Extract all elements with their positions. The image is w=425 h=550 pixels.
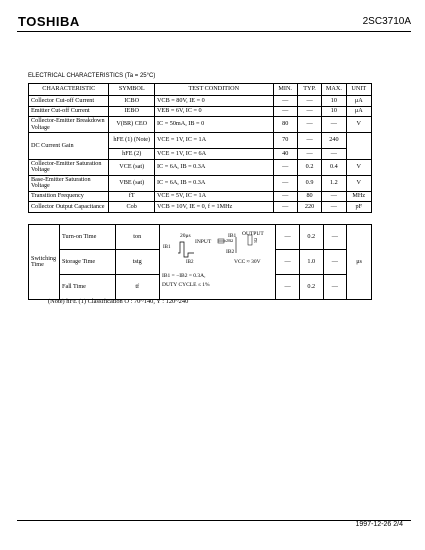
- max-cell: —: [322, 191, 346, 202]
- symbol-cell: ICBO: [109, 96, 155, 107]
- max-cell: 240: [322, 133, 346, 149]
- max-cell: —: [323, 275, 347, 300]
- load-resistor-label: 5Ω: [252, 238, 258, 243]
- symbol-cell: fT: [109, 191, 155, 202]
- max-cell: 10: [322, 96, 346, 107]
- unit-cell: [346, 133, 371, 160]
- symbol-cell: Cob: [109, 202, 155, 213]
- pulse-waveform: [178, 242, 194, 257]
- typ-cell: 0.2: [299, 275, 323, 300]
- condition-cell: VEB = 6V, IC = 0: [154, 106, 273, 117]
- drive-condition-label: IB1 = −IB2 = 0.3A,: [161, 273, 206, 279]
- unit-cell: pF: [346, 202, 371, 213]
- col-characteristic: CHARACTERISTIC: [29, 84, 109, 96]
- symbol-cell: tf: [115, 275, 159, 300]
- typ-cell: —: [297, 117, 321, 133]
- col-max: MAX.: [322, 84, 346, 96]
- characteristic-cell: Emitter Cut-off Current: [29, 106, 109, 117]
- condition-cell: VCB = 10V, IE = 0, f = 1MHz: [154, 202, 273, 213]
- col-min: MIN.: [273, 84, 297, 96]
- condition-cell: VCE = 5V, IC = 1A: [154, 191, 273, 202]
- output-label: OUTPUT: [241, 231, 264, 237]
- electrical-characteristics-table: [28, 83, 372, 213]
- max-cell: 1.2: [322, 175, 346, 191]
- min-cell: —: [273, 175, 297, 191]
- max-cell: —: [322, 149, 346, 160]
- test-circuit-cell: [159, 225, 275, 300]
- switching-time-table: [28, 224, 372, 300]
- typ-cell: 0.9: [297, 175, 321, 191]
- characteristic-cell: Collector-Emitter Breakdown Voltage: [29, 117, 109, 133]
- condition-cell: VCB = 80V, IE = 0: [154, 96, 273, 107]
- condition-cell: VCE = 1V, IC = 6A: [154, 149, 273, 160]
- col-symbol: SYMBOL: [109, 84, 155, 96]
- typ-cell: 1.0: [299, 250, 323, 275]
- min-cell: —: [273, 202, 297, 213]
- characteristic-cell: Collector-Emitter Saturation Voltage: [29, 159, 109, 175]
- unit-cell: μA: [346, 106, 371, 117]
- characteristic-cell: DC Current Gain: [29, 133, 109, 160]
- symbol-cell: ton: [115, 225, 159, 250]
- min-cell: —: [276, 275, 300, 300]
- table-row: [29, 117, 372, 133]
- table-row: [29, 225, 372, 250]
- typ-cell: 0.2: [299, 225, 323, 250]
- unit-cell: μs: [347, 225, 372, 300]
- col-unit: UNIT: [346, 84, 371, 96]
- characteristic-cell: Collector Cut-off Current: [29, 96, 109, 107]
- characteristic-cell: Collector Output Capacitance: [29, 202, 109, 213]
- pulse-width-label: 20μs: [179, 233, 191, 239]
- symbol-cell: hFE (2): [109, 149, 155, 160]
- duty-cycle-label: DUTY CYCLE ≤ 1%: [161, 282, 210, 288]
- condition-cell: IC = 6A, IB = 0.3A: [154, 159, 273, 175]
- switching-row-label: Turn-on Time: [60, 225, 116, 250]
- switching-row-label: Fall Time: [60, 275, 116, 300]
- ib2-wave-label: IB2: [185, 260, 194, 265]
- unit-cell: MHz: [346, 191, 371, 202]
- table-row: [29, 202, 372, 213]
- typ-cell: —: [297, 106, 321, 117]
- typ-cell: —: [297, 149, 321, 160]
- footer-rule: [17, 520, 411, 521]
- vcc-label: VCC ≈ 30V: [233, 259, 261, 265]
- min-cell: —: [273, 96, 297, 107]
- classification-note: (Note) hFE (1) Classification O : 70~140, Y : 120~240: [48, 298, 189, 305]
- unit-cell: V: [346, 159, 371, 175]
- symbol-cell: VBE (sat): [109, 175, 155, 191]
- typ-cell: —: [297, 96, 321, 107]
- symbol-cell: hFE (1) (Note): [109, 133, 155, 149]
- test-circuit-diagram: [160, 229, 272, 295]
- symbol-cell: V(BR) CEO: [109, 117, 155, 133]
- section-title: ELECTRICAL CHARACTERISTICS (Ta = 25°C): [28, 73, 156, 79]
- min-cell: —: [273, 106, 297, 117]
- table-row: [29, 133, 372, 149]
- min-cell: 70: [273, 133, 297, 149]
- switching-row-label: Storage Time: [60, 250, 116, 275]
- part-number: 2SC3710A: [362, 16, 411, 27]
- table-row: [29, 159, 372, 175]
- max-cell: 10: [322, 106, 346, 117]
- brand-logo: TOSHIBA: [18, 14, 80, 29]
- characteristic-cell: Transition Frequency: [29, 191, 109, 202]
- condition-cell: VCE = 1V, IC = 1A: [154, 133, 273, 149]
- ib1-wave-label: IB1: [162, 245, 171, 250]
- table-row: [29, 96, 372, 107]
- col-typ: TYP.: [297, 84, 321, 96]
- characteristic-cell: Base-Emitter Saturation Voltage: [29, 175, 109, 191]
- symbol-cell: VCE (sat): [109, 159, 155, 175]
- max-cell: —: [323, 225, 347, 250]
- min-cell: —: [273, 159, 297, 175]
- table-header-row: [29, 84, 372, 96]
- footer-date-page: 1997-12-26 2/4: [355, 521, 403, 528]
- condition-cell: IC = 6A, IB = 0.3A: [154, 175, 273, 191]
- min-cell: —: [273, 191, 297, 202]
- symbol-cell: tstg: [115, 250, 159, 275]
- table-row: [29, 191, 372, 202]
- typ-cell: —: [297, 133, 321, 149]
- table-row: [29, 175, 372, 191]
- condition-cell: IC = 50mA, IB = 0: [154, 117, 273, 133]
- typ-cell: 80: [297, 191, 321, 202]
- max-cell: —: [322, 202, 346, 213]
- min-cell: —: [276, 225, 300, 250]
- unit-cell: μA: [346, 96, 371, 107]
- min-cell: —: [276, 250, 300, 275]
- unit-cell: V: [346, 175, 371, 191]
- max-cell: —: [323, 250, 347, 275]
- ib1-top-label: IB1: [227, 233, 237, 239]
- symbol-cell: IEBO: [109, 106, 155, 117]
- typ-cell: 0.2: [297, 159, 321, 175]
- min-cell: 80: [273, 117, 297, 133]
- table-row: [29, 106, 372, 117]
- ib2-label: IB2: [225, 249, 235, 255]
- unit-cell: V: [346, 117, 371, 133]
- switching-time-label: Switching Time: [29, 225, 60, 300]
- header-rule: [17, 31, 411, 32]
- col-test-condition: TEST CONDITION: [154, 84, 273, 96]
- base-resistor-label: 20Ω: [225, 238, 233, 243]
- input-label: INPUT: [194, 239, 212, 245]
- typ-cell: 220: [297, 202, 321, 213]
- max-cell: —: [322, 117, 346, 133]
- max-cell: 0.4: [322, 159, 346, 175]
- min-cell: 40: [273, 149, 297, 160]
